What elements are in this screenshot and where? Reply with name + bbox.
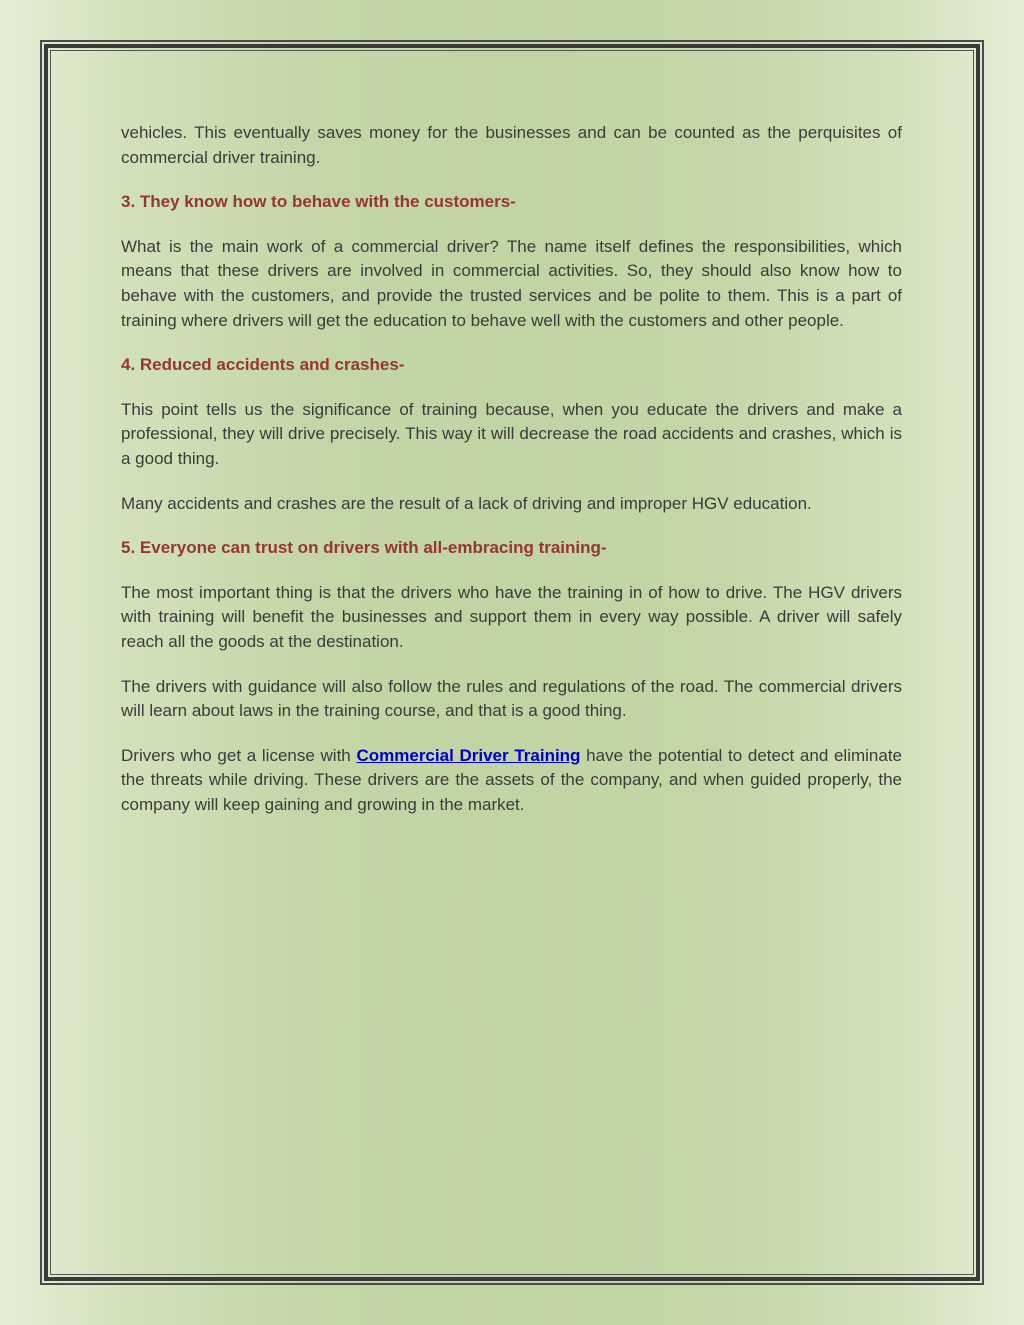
document-body [121,121,902,837]
paragraph-vehicles: vehicles. This eventually saves money for the businesses and can be counted as the perquisites of commercial driver training. [121,123,902,167]
paragraph-main-work: What is the main work of a commercial driver? The name itself defines the responsibilities, which means that these drivers are involved in commercial activities. So, they should also know how to behave with the customers, and provide the trusted services and be polite to them. This is a part of training where drivers will get the education to behave well with the customers and other people. [121,236,902,330]
paragraph-most-important: The most important thing is that the drivers who have the training in of how to drive. The HGV drivers with training will benefit the businesses and support them in every way possible. A driver will safely reach all the goods at the destination. [121,582,902,651]
heading-trust-drivers: 5. Everyone can trust on drivers with all-embracing training- [121,538,607,558]
paragraph-guidance: The drivers with guidance will also follow the rules and regulations of the road. The commercial drivers will learn about laws in the training course, and that is a good thing. [121,676,902,721]
paragraph-license [121,744,902,818]
paragraph-many-accidents: Many accidents and crashes are the result of a lack of driving and improper HGV education. [121,493,812,513]
paragraph-license-start: Drivers who get a license with [121,745,357,765]
heading-behave-with-customers: 3. They know how to behave with the customers- [121,192,516,212]
paragraph-license-end: have the potential to detect and eliminate the threats while driving. These drivers are the assets of the company, and when guided properly, the company will keep gaining and growing in the market. [121,745,903,814]
commercial-driver-training-link[interactable]: Commercial Driver Training [356,745,581,765]
heading-reduced-accidents: 4. Reduced accidents and crashes- [121,355,405,375]
paragraph-significance: This point tells us the significance of training because, when you educate the drivers and make a professional, they will drive precisely. This way it will decrease the road accidents and crashes, which is a good thing. [121,399,902,468]
